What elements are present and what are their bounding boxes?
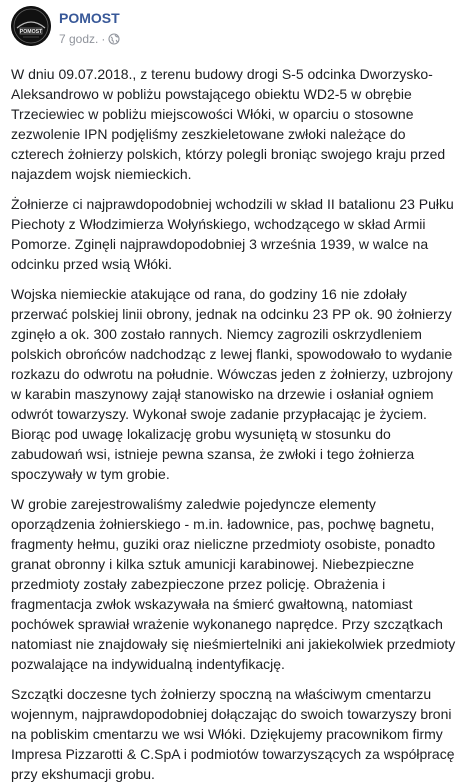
- page-avatar[interactable]: [11, 6, 51, 46]
- post-paragraph-3: Wojska niemieckie atakujące od rana, do godziny 16 nie zdołały przerwać polskiej linii obrony, jednak na odcinku 23 PP ok. 90 żołnierzy zginęło a ok. 300 zostało rannych. Niemcy zagrozili oskrzydleniem polskich obrońców nadchodząc z lewej flanki, spowodowało to wydanie rozkazu do odwrotu na południe. Wówczas jeden z żołnierzy, uzbrojony w karabin maszynowy zajął stanowisko na drzewie i osłaniał ogniem odwrót towarzyszy. Wykonał swoje zadanie przypłacając je życiem. Biorąc pod uwagę lokalizację grobu wysuniętą w stosunku do zabudowań wsi, istnieje pewna szansa, że zwłoki i tego żołnierza spoczywały w tym grobie.: [11, 286, 453, 482]
- post-timestamp[interactable]: 7 godz.: [59, 32, 99, 46]
- post-subline: [59, 31, 120, 47]
- post-paragraph-5: Szczątki doczesne tych żołnierzy spoczną na właściwym cmentarzu wojennym, najprawdopodobniej dołączając do swoich towarzyszy broni na pobliskim cmentarzu we wsi Włóki. Dziękujemy pracownikom firmy Impresa Pizzarotti & C.SpA i podmiotów towarzyszących za współpracę przy ekshumacji grobu.: [11, 686, 455, 782]
- post-paragraph-2: Żołnierze ci najprawdopodobniej wchodzili w skład II batalionu 23 Pułku Piechoty z Włodzimierza Wołyńskiego, wchodzącego w skład Armii Pomorze. Zginęli najprawdopodobniej 3 września 1939, w walce na odcinku przed wsią Włóki.: [11, 196, 454, 272]
- globe-icon: [108, 33, 120, 45]
- avatar-text: POMOST: [19, 29, 43, 35]
- post-paragraph-1: W dniu 09.07.2018., z terenu budowy drogi S-5 odcinka Dworzysko-Aleksandrowo w pobliżu powstającego obiektu WD2-5 w obrębie Trzeciewiec w pobliżu miejscowości Włóki, w oparciu o stosowne zezwolenie IPN podjęliśmy zeszkieletowane zwłoki należące do czterech żołnierzy polskich, którzy polegli broniąc swojego kraju przed najazdem wojsk niemieckich.: [11, 66, 446, 182]
- post-paragraph-4: W grobie zarejestrowaliśmy zaledwie pojedyncze elementy oporządzenia żołnierskiego - m.in. ładownice, pas, pochwę bagnetu, fragmenty hełmu, guziki oraz nieliczne przedmioty osobiste, ponadto granat obronny i kilka sztuk amunicji karabinowej. Niebezpieczne przedmioty zostały zabezpieczone przez policję. Obrażenia i fragmentacja zwłok wskazywała na śmierć gwałtowną, natomiast pochówek sprawiał wrażenie wykonanego naprędce. Przy szczątkach natomiast nie znajdowały się nieśmiertelniki ani jakiekolwiek przedmioty pozwalające na indywidualną indentyfikację.: [11, 496, 456, 672]
- post-body: [11, 64, 461, 784]
- page-name-link[interactable]: POMOST: [59, 10, 120, 26]
- post-header: [11, 0, 461, 64]
- pomost-logo-icon: [11, 6, 51, 46]
- meta-separator: ·: [101, 32, 106, 46]
- post-meta: [59, 4, 120, 47]
